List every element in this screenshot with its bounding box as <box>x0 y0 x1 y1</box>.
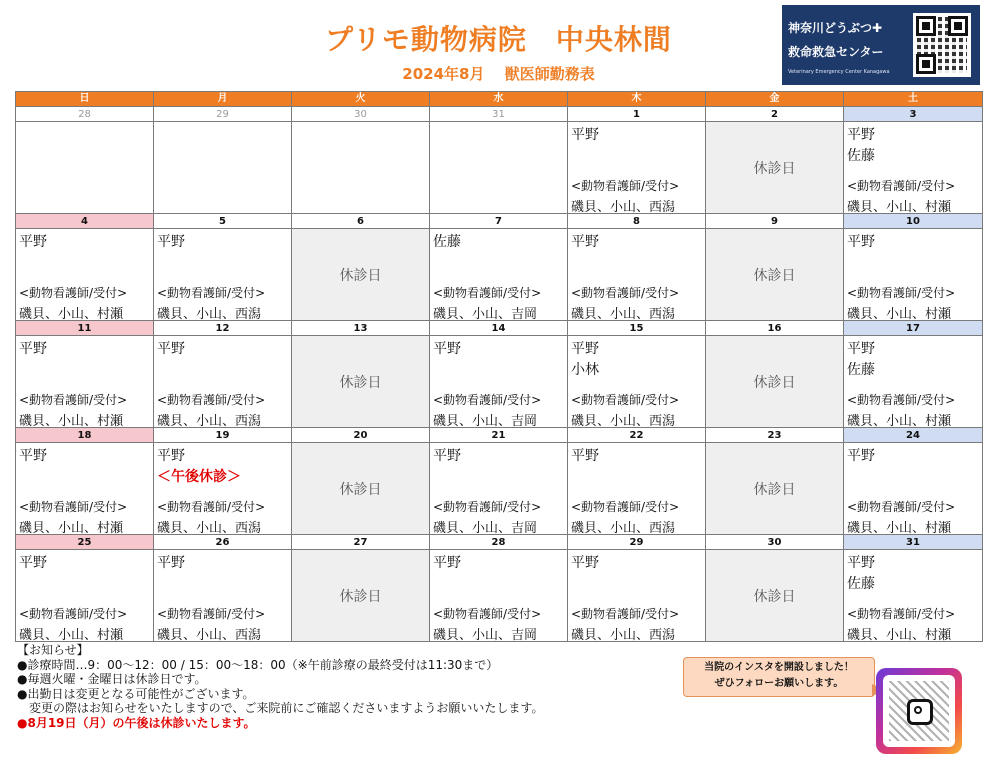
day-cell <box>16 122 154 214</box>
day-cell <box>568 336 706 428</box>
date-number: 14 <box>430 321 568 336</box>
vet-list <box>847 553 875 595</box>
staff-names: 磯貝、小山、西潟 <box>571 521 676 536</box>
vet-name: 佐藤 <box>847 362 875 378</box>
day-cell <box>16 443 154 535</box>
notice-closed-days: ●毎週火曜・金曜日は休診日です。 <box>17 672 207 686</box>
date-number: 1 <box>568 107 706 122</box>
vet-name: 平野 <box>157 341 185 357</box>
closed-label: 休診日 <box>339 589 382 605</box>
day-cell <box>154 550 292 642</box>
closed-day-cell <box>292 443 430 535</box>
date-number: 6 <box>292 214 430 229</box>
vet-name: 平野 <box>433 555 461 571</box>
day-cell <box>568 122 706 214</box>
staff-names: 磯貝、小山、村瀬 <box>847 414 952 429</box>
staff-names: 磯貝、小山、西潟 <box>571 628 676 643</box>
vet-list <box>19 553 47 574</box>
day-cell <box>844 122 983 214</box>
staff-names: 磯貝、小山、村瀬 <box>19 307 124 322</box>
staff-heading: <動物看護師/受付> <box>433 286 542 300</box>
closed-day-cell <box>292 550 430 642</box>
date-number: 30 <box>292 107 430 122</box>
staff-heading: <動物看護師/受付> <box>571 286 680 300</box>
day-cell <box>16 336 154 428</box>
vet-list <box>571 339 599 381</box>
staff-names: 磯貝、小山、吉岡 <box>433 307 538 322</box>
staff-heading: <動物看護師/受付> <box>19 286 128 300</box>
vet-name: 平野 <box>19 341 47 357</box>
date-number: 10 <box>844 214 983 229</box>
staff-heading: <動物看護師/受付> <box>433 607 542 621</box>
vet-list <box>433 553 461 574</box>
qr-code-icon <box>913 13 971 77</box>
instagram-callout-line-2: ぜひフォローお願いします。 <box>714 678 844 689</box>
vet-list <box>433 232 461 253</box>
date-number: 27 <box>292 535 430 550</box>
day-cell <box>568 550 706 642</box>
date-number: 25 <box>16 535 154 550</box>
closed-label: 休診日 <box>753 268 796 284</box>
staff-names: 磯貝、小山、吉岡 <box>433 414 538 429</box>
weekday-header: 木 <box>568 92 706 107</box>
day-cell <box>430 122 568 214</box>
schedule-row <box>16 443 983 535</box>
vet-list <box>847 232 875 253</box>
vet-list <box>157 553 185 574</box>
date-number: 28 <box>16 107 154 122</box>
day-cell <box>430 229 568 321</box>
vet-name: 平野 <box>571 234 599 250</box>
date-number: 8 <box>568 214 706 229</box>
vet-list <box>157 339 185 360</box>
day-cell <box>568 443 706 535</box>
date-number: 29 <box>154 107 292 122</box>
notice-box <box>17 643 543 730</box>
staff-heading: <動物看護師/受付> <box>19 500 128 514</box>
vet-name: 平野 <box>571 127 599 143</box>
staff-names: 磯貝、小山、西潟 <box>157 628 262 643</box>
closed-label: 休診日 <box>753 482 796 498</box>
vet-name: 平野 <box>847 341 875 357</box>
day-cell <box>430 336 568 428</box>
closed-day-cell <box>292 229 430 321</box>
day-cell <box>844 443 983 535</box>
date-number: 7 <box>430 214 568 229</box>
day-cell <box>154 122 292 214</box>
notice-heading: 【お知らせ】 <box>17 643 89 657</box>
closed-day-cell <box>706 336 844 428</box>
vet-name: 平野 <box>571 555 599 571</box>
staff-heading: <動物看護師/受付> <box>157 393 266 407</box>
date-number: 22 <box>568 428 706 443</box>
closed-label: 休診日 <box>339 268 382 284</box>
closed-label: 休診日 <box>339 375 382 391</box>
staff-names: 磯貝、小山、西潟 <box>157 414 262 429</box>
vet-list <box>847 339 875 381</box>
page-subtitle: 2024年8月 獣医師勤務表 <box>402 65 595 83</box>
notice-hours: ●診療時間…9：00～12：00 / 15：00～18：00（※午前診療の最終受付は11:30まで） <box>17 657 499 672</box>
logo-line-1: 神奈川どうぶつ✚ <box>788 21 883 35</box>
day-cell <box>844 336 983 428</box>
staff-names: 磯貝、小山、西潟 <box>571 200 676 215</box>
staff-heading: <動物看護師/受付> <box>571 179 680 193</box>
vet-name: 佐藤 <box>847 148 875 164</box>
staff-names: 磯貝、小山、西潟 <box>157 521 262 536</box>
date-number: 26 <box>154 535 292 550</box>
vet-list <box>571 553 599 574</box>
date-number: 31 <box>430 107 568 122</box>
staff-heading: <動物看護師/受付> <box>571 607 680 621</box>
vet-name: 平野 <box>433 448 461 464</box>
instagram-callout <box>683 657 875 697</box>
date-number: 30 <box>706 535 844 550</box>
staff-heading: <動物看護師/受付> <box>847 607 956 621</box>
vet-list <box>571 125 599 146</box>
page-title: プリモ動物病院 中央林間 <box>325 23 672 56</box>
staff-names: 磯貝、小山、西潟 <box>571 307 676 322</box>
vet-name: 平野 <box>157 555 185 571</box>
staff-heading: <動物看護師/受付> <box>571 500 680 514</box>
date-number: 3 <box>844 107 983 122</box>
staff-names: 磯貝、小山、村瀬 <box>847 628 952 643</box>
vet-name: 平野 <box>571 448 599 464</box>
notice-change: ●出勤日は変更となる可能性がございます。 <box>17 686 255 701</box>
staff-names: 磯貝、小山、吉岡 <box>433 521 538 536</box>
date-number: 11 <box>16 321 154 336</box>
closed-day-cell <box>292 336 430 428</box>
day-cell <box>16 229 154 321</box>
schedule-calendar <box>15 91 983 642</box>
closed-label: 休診日 <box>339 482 382 498</box>
notice-change-detail: 変更の際はお知らせをいたしますので、ご来院前にご確認くださいますようお願いいたします。 <box>17 701 544 715</box>
closed-label: 休診日 <box>753 161 796 177</box>
day-cell <box>154 443 292 535</box>
staff-names: 磯貝、小山、村瀬 <box>847 200 952 215</box>
weekday-header: 金 <box>706 92 844 107</box>
date-number: 2 <box>706 107 844 122</box>
logo-line-3: Veterinary Emergency Center Kanagawa <box>788 69 890 75</box>
logo-line-2: 救命救急センター <box>788 45 884 59</box>
instagram-callout-line-1: 当院のインスタを開設しました！ <box>704 662 854 673</box>
closed-label: 休診日 <box>753 589 796 605</box>
date-number: 20 <box>292 428 430 443</box>
date-number: 4 <box>16 214 154 229</box>
weekday-header: 月 <box>154 92 292 107</box>
vet-name: 平野 <box>571 341 599 357</box>
vet-name: 平野 <box>847 448 875 464</box>
staff-names: 磯貝、小山、村瀬 <box>847 307 952 322</box>
date-number: 12 <box>154 321 292 336</box>
staff-heading: <動物看護師/受付> <box>433 393 542 407</box>
date-row <box>16 535 983 550</box>
vet-list <box>847 125 875 167</box>
notice-afternoon-closure: ●8月19日（月）の午後は休診いたします。 <box>17 715 256 730</box>
vet-name: 平野 <box>19 448 47 464</box>
weekday-header: 水 <box>430 92 568 107</box>
vet-name: 平野 <box>19 234 47 250</box>
weekday-header: 火 <box>292 92 430 107</box>
day-cell <box>844 550 983 642</box>
staff-heading: <動物看護師/受付> <box>847 500 956 514</box>
date-row <box>16 107 983 122</box>
staff-names: 磯貝、小山、吉岡 <box>433 628 538 643</box>
closed-day-cell <box>706 229 844 321</box>
vet-list <box>571 232 599 253</box>
vet-name: 平野 <box>847 127 875 143</box>
staff-names: 磯貝、小山、西潟 <box>571 414 676 429</box>
date-number: 9 <box>706 214 844 229</box>
staff-heading: <動物看護師/受付> <box>433 500 542 514</box>
vet-name: 平野 <box>847 234 875 250</box>
staff-names: 磯貝、小山、村瀬 <box>19 414 124 429</box>
date-number: 24 <box>844 428 983 443</box>
date-number: 17 <box>844 321 983 336</box>
vet-list <box>571 446 599 467</box>
vet-name: 平野 <box>19 555 47 571</box>
staff-names: 磯貝、小山、西潟 <box>157 307 262 322</box>
hospital-logo <box>782 5 980 85</box>
date-number: 29 <box>568 535 706 550</box>
date-number: 5 <box>154 214 292 229</box>
afternoon-closed-note: ＜午後休診＞ <box>157 469 241 485</box>
staff-heading: <動物看護師/受付> <box>19 393 128 407</box>
day-cell <box>430 550 568 642</box>
vet-name: 佐藤 <box>847 576 875 592</box>
weekday-header: 土 <box>844 92 983 107</box>
staff-heading: <動物看護師/受付> <box>847 393 956 407</box>
day-cell <box>154 336 292 428</box>
vet-name: 平野 <box>847 555 875 571</box>
schedule-row <box>16 122 983 214</box>
date-number: 28 <box>430 535 568 550</box>
date-number: 23 <box>706 428 844 443</box>
closed-day-cell <box>706 443 844 535</box>
vet-name: 平野 <box>433 341 461 357</box>
staff-names: 磯貝、小山、村瀬 <box>19 521 124 536</box>
vet-name: 小林 <box>571 362 599 378</box>
schedule-row <box>16 336 983 428</box>
date-number: 16 <box>706 321 844 336</box>
day-cell <box>16 550 154 642</box>
day-cell <box>292 122 430 214</box>
day-cell <box>844 229 983 321</box>
instagram-icon[interactable] <box>876 668 962 754</box>
staff-heading: <動物看護師/受付> <box>847 179 956 193</box>
day-cell <box>154 229 292 321</box>
vet-list <box>157 232 185 253</box>
staff-heading: <動物看護師/受付> <box>847 286 956 300</box>
vet-list <box>847 446 875 467</box>
staff-heading: <動物看護師/受付> <box>157 607 266 621</box>
staff-heading: <動物看護師/受付> <box>157 500 266 514</box>
day-cell <box>568 229 706 321</box>
closed-label: 休診日 <box>753 375 796 391</box>
vet-list <box>433 339 461 360</box>
date-row <box>16 428 983 443</box>
vet-name: 平野 <box>157 448 185 464</box>
date-number: 21 <box>430 428 568 443</box>
weekday-header-row <box>16 92 983 107</box>
closed-day-cell <box>706 122 844 214</box>
vet-list <box>19 446 47 467</box>
date-row <box>16 321 983 336</box>
vet-list <box>19 232 47 253</box>
staff-heading: <動物看護師/受付> <box>19 607 128 621</box>
schedule-row <box>16 229 983 321</box>
vet-name: 佐藤 <box>433 234 461 250</box>
date-number: 31 <box>844 535 983 550</box>
staff-names: 磯貝、小山、村瀬 <box>19 628 124 643</box>
staff-heading: <動物看護師/受付> <box>571 393 680 407</box>
date-row <box>16 214 983 229</box>
vet-list <box>19 339 47 360</box>
staff-names: 磯貝、小山、村瀬 <box>847 521 952 536</box>
weekday-header: 日 <box>16 92 154 107</box>
staff-heading: <動物看護師/受付> <box>157 286 266 300</box>
vet-name: 平野 <box>157 234 185 250</box>
vet-list <box>157 446 241 488</box>
day-cell <box>430 443 568 535</box>
date-number: 19 <box>154 428 292 443</box>
closed-day-cell <box>706 550 844 642</box>
vet-list <box>433 446 461 467</box>
date-number: 15 <box>568 321 706 336</box>
schedule-row <box>16 550 983 642</box>
date-number: 18 <box>16 428 154 443</box>
date-number: 13 <box>292 321 430 336</box>
